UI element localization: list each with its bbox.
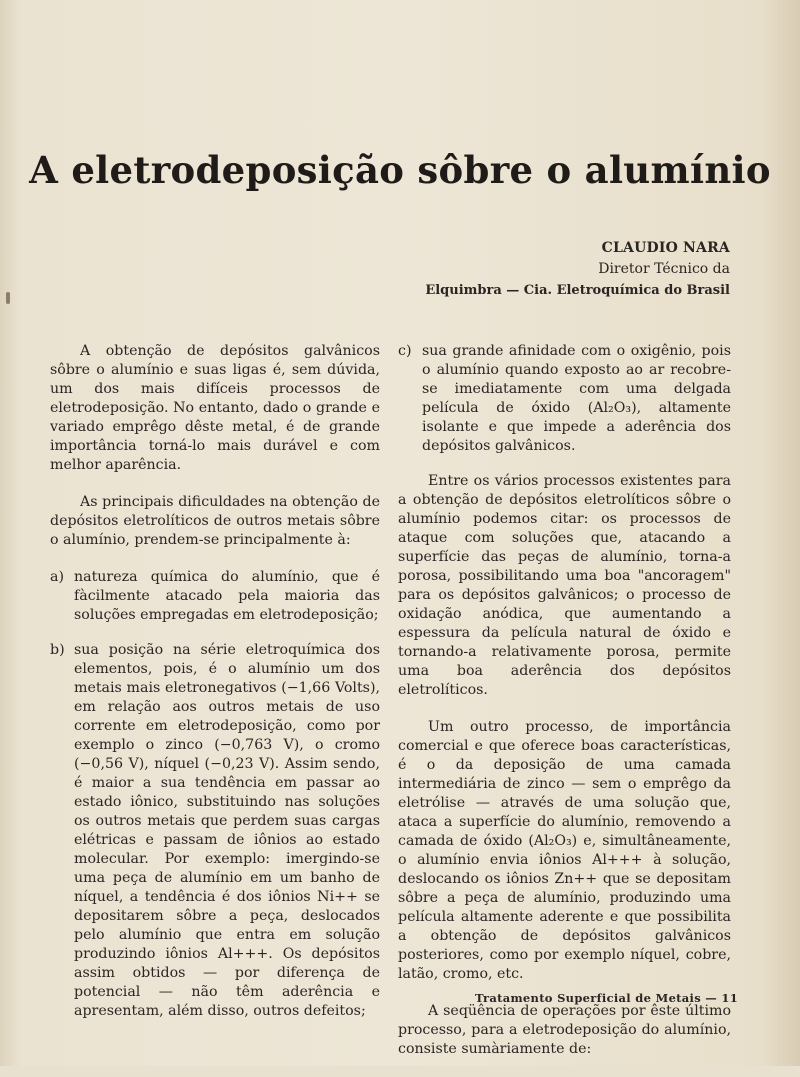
list-marker: c) (398, 343, 412, 359)
margin-mark (6, 292, 10, 304)
paragraph: Entre os vários processos existentes para a obtenção de depósitos eletrolíticos sôbre o alumínio podemos citar: os processos de ataque com soluções que, atacando a superfície das peças de alumínio, torna-a porosa, possibilitando uma boa "ancoragem" para os depósitos galvânicos; o processo de oxidação anódica, que aumentando a espessura da película natural de óxido e tornando-a relativamente porosa, permite uma boa aderência dos depósitos eletrolíticos. (398, 473, 731, 698)
list-item (50, 641, 380, 1021)
author-company: Elquimbra — Cia. Eletroquímica do Brasil (425, 283, 730, 298)
left-column (50, 342, 380, 1037)
right-column (398, 342, 731, 1077)
author-name: CLAUDIO NARA (601, 240, 730, 256)
author-role: Diretor Técnico da (598, 261, 730, 277)
paragraph: As principais dificuldades na obtenção de depósitos eletrolíticos de outros metais sôbre o alumínio, prendem-se principalmente à: (50, 494, 380, 548)
list-item (398, 342, 731, 456)
list-item (50, 568, 380, 625)
list-item-text: sua grande afinidade com o oxigênio, pois o alumínio quando exposto ao ar recobre-se imediatamente com uma delgada película de óxido (Al₂O₃), altamente isolante e que impede a aderência dos depósitos galvânicos. (422, 343, 731, 454)
list-marker: a) (50, 569, 64, 585)
article-title: A eletrodeposição sôbre o alumínio (29, 148, 771, 192)
page-footer: Tratamento Superficial de Metais — 11 (474, 991, 738, 1005)
paragraph: A seqüência de operações por êste último processo, para a eletrodeposição do alumínio, consiste sumàriamente de: (398, 1003, 731, 1057)
list-item-text: sua posição na série eletroquímica dos elementos, pois, é o alumínio um dos metais mais eletronegativos (−1,66 Volts), em relação aos outros metais de uso corrente em eletrodeposição, como por exemplo o zinco (−0,763 V), o cromo (−0,56 V), níquel (−0,23 V). Assim sendo, é maior a sua tendência em passar ao estado iônico, substituindo nas soluções os outros metais que perdem suas cargas elétricas e passam de iônios ao estado molecular. Por exemplo: imergindo-se uma peça de alumínio em um banho de níquel, a tendência é dos iônios Ni++ se depositarem sôbre a peça, deslocados pelo alumínio que entra em solução produzindo iônios Al+++. Os depósitos assim obtidos — por diferença de potencial — não têm aderência e apresentam, além disso, outros defeitos; (74, 642, 380, 1019)
list-marker: b) (50, 642, 65, 658)
list-item-text: natureza química do alumínio, que é fàcilmente atacado pela maioria das soluções empregadas em eletrodeposição; (74, 569, 380, 623)
author-block (425, 238, 730, 301)
paragraph: Um outro processo, de importância comercial e que oferece boas características, é o da deposição de uma camada intermediária de zinco — sem o emprêgo da eletrólise — através de uma solução que, ataca a superfície do alumínio, removendo a camada de óxido (Al₂O₃) e, simultâneamente, o alumínio envia iônios Al+++ à solução, deslocando os iônios Zn++ que se depositam sôbre a peça de alumínio, produzindo uma película altamente aderente e que possibilita a obtenção de depósitos galvânicos posteriores, como por exemplo níquel, cobre, latão, cromo, etc. (398, 719, 731, 982)
paragraph: A obtenção de depósitos galvânicos sôbre o alumínio e suas ligas é, sem dúvida, um dos mais difíceis processos de eletrodeposição. No entanto, dado o grande e variado emprêgo dêste metal, é de grande importância torná-lo mais durável e com melhor aparência. (50, 343, 380, 473)
